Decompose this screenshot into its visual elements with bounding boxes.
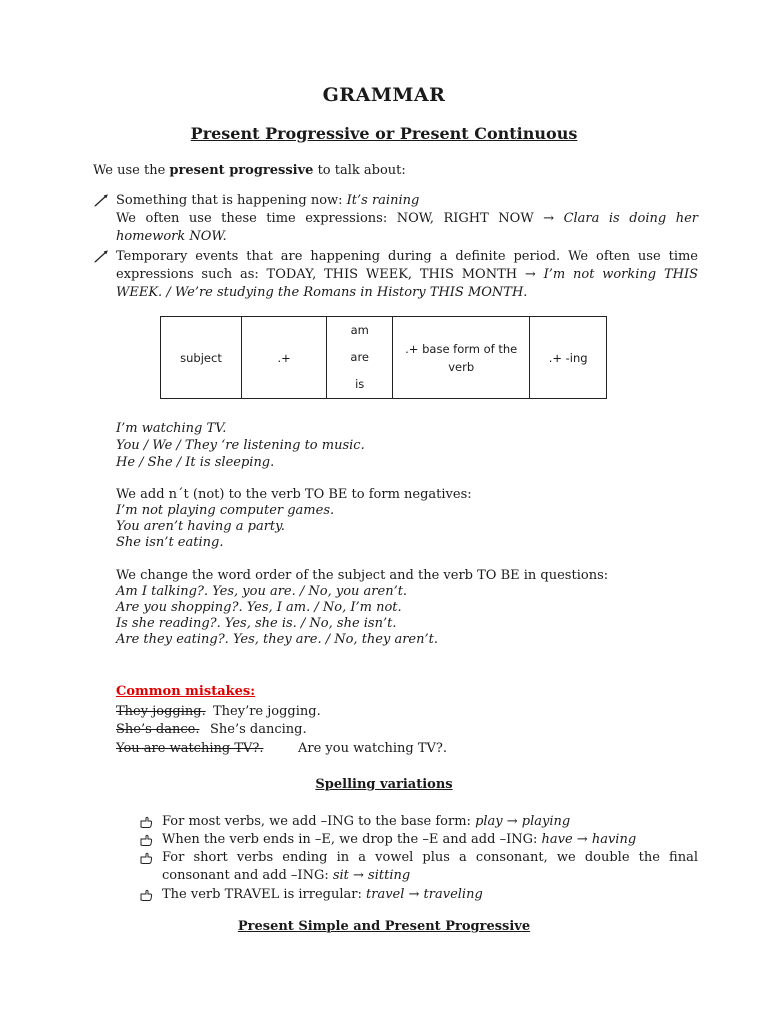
spelling-rule [162, 849, 698, 885]
table-cell-subject: subject [161, 317, 242, 399]
question-example: Am I talking?. Yes, you are. / No, you aren’t. [116, 584, 408, 599]
spelling-rule [162, 886, 698, 904]
pointing-hand-icon [139, 851, 153, 865]
use-item-1-example: It’s raining [346, 193, 420, 208]
use-item-1-text: Something that is happening now: [116, 193, 347, 208]
mistake-wrong: She’s dance. [116, 722, 200, 737]
spelling-rule-example: play → playing [475, 814, 571, 829]
spelling-rule-text: For short verbs ending in a vowel plus a consonant, we double the final consonant and add –ING: [162, 850, 698, 883]
formula-table [160, 316, 607, 399]
be-form-is: is [355, 377, 365, 391]
table-cell-ing: .+ -ing [530, 317, 607, 399]
pen-icon [93, 250, 109, 264]
mistake-right: She’s dancing. [210, 722, 307, 737]
use-item-1-expressions: We often use these time expressions: NOW, RIGHT NOW → [116, 211, 564, 226]
mistake-row [116, 721, 199, 739]
intro-text-after: to talk about: [313, 163, 406, 178]
common-mistakes-heading: Common mistakes: [116, 684, 256, 699]
example-line: He / She / It is sleeping. [116, 455, 275, 470]
use-item-2 [116, 248, 698, 302]
intro-bold-term: present progressive [169, 163, 314, 178]
use-item-2-text: Temporary events that are happening during a definite period. We often use time expressions such as: TODAY, THIS WEEK, THIS MONTH → [116, 249, 698, 282]
use-item-1-line-1 [116, 192, 698, 210]
negative-example: I’m not playing computer games. [116, 503, 335, 518]
question-example: Are they eating?. Yes, they are. / No, they aren’t. [116, 632, 438, 647]
mistake-wrong: They jogging. [116, 704, 206, 719]
questions-section [116, 567, 608, 649]
be-form-am: am [350, 323, 369, 337]
be-form-are: are [350, 350, 370, 364]
question-example: Is she reading?. Yes, she is. / No, she isn’t. [116, 616, 397, 631]
use-item-1-line-2 [116, 210, 698, 246]
section-title: Present Progressive or Present Continuous [190, 124, 578, 143]
pointing-hand-icon [139, 888, 153, 902]
page-title: GRAMMAR [322, 84, 446, 106]
negative-example: You aren’t having a party. [116, 519, 285, 534]
spelling-rule-example: have → having [541, 832, 637, 847]
mistake-wrong: You are watching TV?. [116, 741, 264, 756]
table-cell-plus: .+ [241, 317, 326, 399]
table-cell-base-form: .+ base form of the verb [393, 317, 530, 399]
spelling-rule [162, 813, 698, 831]
spelling-heading: Spelling variations [315, 777, 453, 792]
mistake-right: Are you watching TV?. [298, 741, 448, 756]
example-line: You / We / They ‘re listening to music. [116, 438, 365, 453]
next-section-heading: Present Simple and Present Progressive [237, 919, 531, 934]
questions-intro: We change the word order of the subject and the verb TO BE in questions: [116, 568, 609, 583]
pointing-hand-icon [139, 815, 153, 829]
spelling-rule-example: sit → sitting [332, 868, 411, 883]
negatives-intro: We add n´t (not) to the verb TO BE to form negatives: [116, 487, 472, 502]
spelling-rule-example: travel → traveling [366, 887, 483, 902]
spelling-rule-text: The verb TRAVEL is irregular: [162, 887, 366, 902]
spelling-rule-text: When the verb ends in –E, we drop the –E and add –ING: [162, 832, 542, 847]
intro-text-before: We use the [93, 163, 170, 178]
negative-example: She isn’t eating. [116, 535, 224, 550]
mistake-row [116, 703, 206, 721]
affirmative-examples [116, 420, 365, 472]
mistake-right: They’re jogging. [213, 704, 321, 719]
use-item-1-expressions-example: Clara is doing her homework NOW. [116, 211, 699, 244]
use-item-2-example: I’m not working THIS WEEK. / We’re studying the Romans in History THIS MONTH. [116, 267, 698, 300]
question-example: Are you shopping?. Yes, I am. / No, I’m not. [116, 600, 402, 615]
table-cell-be-forms [327, 317, 393, 399]
intro-sentence [93, 162, 406, 180]
spelling-rule [162, 831, 698, 849]
example-line: I’m watching TV. [116, 421, 227, 436]
pointing-hand-icon [139, 833, 153, 847]
negatives-section [116, 486, 472, 552]
pen-icon [93, 194, 109, 208]
mistake-row [116, 740, 263, 758]
spelling-rule-text: For most verbs, we add –ING to the base form: [162, 814, 476, 829]
